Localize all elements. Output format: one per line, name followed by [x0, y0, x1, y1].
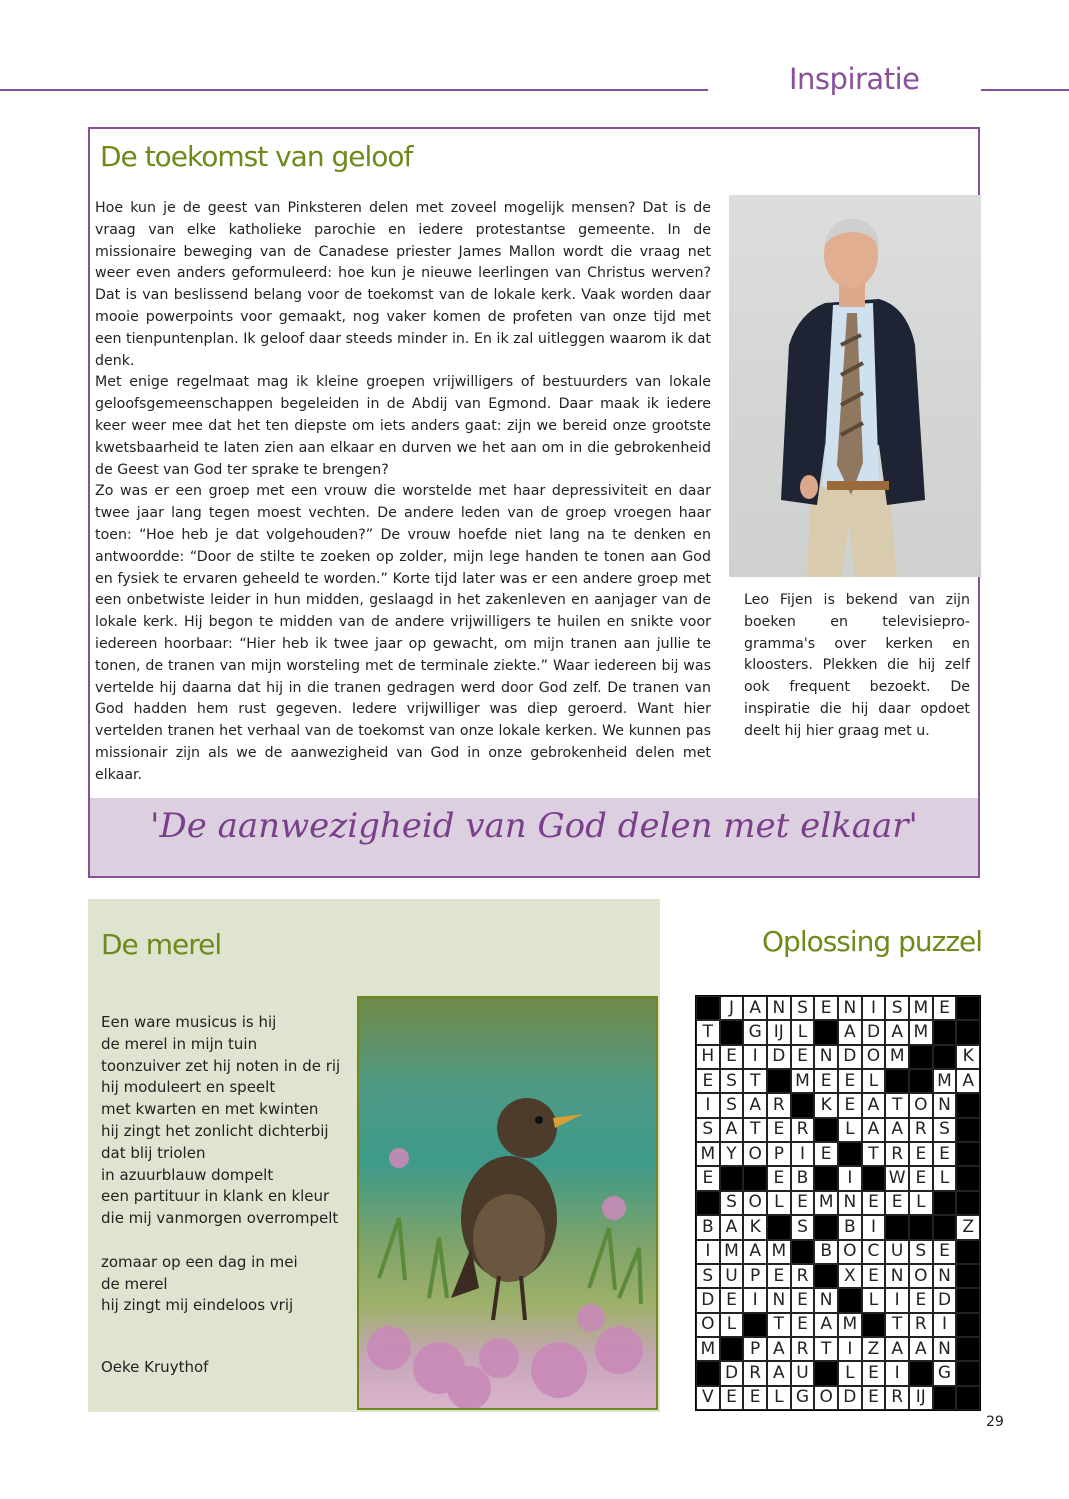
grid-block-cell: [933, 1215, 957, 1239]
grid-letter-cell: W: [885, 1166, 909, 1190]
grid-letter-cell: E: [862, 1361, 886, 1385]
grid-block-cell: [720, 1337, 744, 1361]
grid-letter-cell: L: [862, 1069, 886, 1093]
grid-letter-cell: I: [885, 1361, 909, 1385]
grid-block-cell: [791, 1093, 815, 1117]
grid-letter-cell: G: [933, 1361, 957, 1385]
article-title: De toekomst van geloof: [100, 140, 413, 173]
grid-letter-cell: O: [814, 1386, 838, 1410]
grid-letter-cell: S: [885, 996, 909, 1020]
grid-letter-cell: R: [791, 1118, 815, 1142]
grid-letter-cell: N: [814, 1288, 838, 1312]
grid-letter-cell: E: [720, 1386, 744, 1410]
grid-block-cell: [933, 1020, 957, 1044]
blackbird-illustration: [359, 998, 656, 1408]
grid-letter-cell: L: [838, 1118, 862, 1142]
grid-letter-cell: C: [862, 1240, 886, 1264]
grid-letter-cell: M: [909, 996, 933, 1020]
grid-letter-cell: E: [791, 1191, 815, 1215]
poem-line: zomaar op een dag in mei: [101, 1252, 298, 1271]
article-paragraph: Zo was er een groep met een vrouw die worstelde met haar depressiviteit en daar twee jaar lang tegen moest vechten. De andere leden van de groep vroegen haar toen: “Hoe heb je dat volgehouden?” De vrouw hoefde niet lang na te denken en antwoordde: “Door de stilte te zoeken op zolder, mijn lege handen te tonen aan God en fysiek te ervaren geheeld te worden.” Korte tijd later was er een andere groep met een onbetwiste leider in hun midden, geslaagd in het zakenleven en aanjager van de lokale kerk. Hij begon te midden van de andere vrijwilligers te huilen en snikte voor iedereen hoorbaar: “Hier heb ik twee jaar op gewacht, om mijn tranen aan jullie te tonen, de tranen van mijn worsteling met de terminale ziekte.” Waar iedereen bij was vertelde hij daarna dat hij in die tranen gedragen werd door God zelf. De tranen van God hadden hem rust gegeven. Iedere vrijwilliger was diep geroerd. Want hier vertelden tranen het verhaal van de toekomst van onze lokale kerken. We kunnen pas missionair zijn als we de aanwezigheid van God in onze gebrokenheid delen met elkaar.: [95, 483, 711, 783]
poem-line: Een ware musicus is hij: [101, 1013, 277, 1031]
grid-letter-cell: G: [743, 1020, 767, 1044]
grid-letter-cell: R: [791, 1264, 815, 1288]
grid-letter-cell: E: [814, 1142, 838, 1166]
blackbird-photo: [357, 996, 658, 1410]
author-photo: [729, 195, 981, 577]
grid-letter-cell: P: [743, 1264, 767, 1288]
grid-letter-cell: E: [696, 1069, 720, 1093]
grid-letter-cell: T: [743, 1118, 767, 1142]
grid-block-cell: [956, 996, 980, 1020]
grid-letter-cell: B: [838, 1215, 862, 1239]
grid-block-cell: [720, 1166, 744, 1190]
grid-letter-cell: I: [885, 1288, 909, 1312]
grid-letter-cell: A: [743, 996, 767, 1020]
grid-block-cell: [696, 1191, 720, 1215]
grid-letter-cell: S: [696, 1264, 720, 1288]
grid-letter-cell: O: [743, 1191, 767, 1215]
grid-letter-cell: M: [696, 1142, 720, 1166]
grid-block-cell: [767, 1215, 791, 1239]
grid-letter-cell: Z: [956, 1215, 980, 1239]
grid-block-cell: [814, 1215, 838, 1239]
grid-letter-cell: X: [838, 1264, 862, 1288]
grid-block-cell: [743, 1166, 767, 1190]
grid-letter-cell: N: [767, 1288, 791, 1312]
grid-letter-cell: D: [696, 1288, 720, 1312]
grid-letter-cell: T: [862, 1142, 886, 1166]
grid-letter-cell: G: [791, 1386, 815, 1410]
grid-letter-cell: D: [720, 1361, 744, 1385]
grid-block-cell: [909, 1045, 933, 1069]
poem-line: de merel: [101, 1274, 168, 1293]
grid-block-cell: [956, 1361, 980, 1385]
poem-title: De merel: [101, 928, 222, 961]
grid-letter-cell: U: [885, 1240, 909, 1264]
grid-letter-cell: O: [862, 1045, 886, 1069]
grid-block-cell: [956, 1142, 980, 1166]
grid-letter-cell: O: [743, 1142, 767, 1166]
grid-letter-cell: S: [696, 1118, 720, 1142]
grid-block-cell: [767, 1069, 791, 1093]
grid-block-cell: [956, 1288, 980, 1312]
grid-letter-cell: R: [791, 1337, 815, 1361]
poem-author: Oeke Kruythof: [101, 1358, 209, 1376]
grid-letter-cell: N: [838, 996, 862, 1020]
grid-letter-cell: E: [933, 996, 957, 1020]
grid-letter-cell: T: [885, 1093, 909, 1117]
poem-line: toonzuiver zet hij noten in de rij: [101, 1056, 341, 1075]
grid-letter-cell: M: [814, 1191, 838, 1215]
grid-letter-cell: E: [838, 1093, 862, 1117]
grid-letter-cell: T: [814, 1337, 838, 1361]
grid-letter-cell: B: [791, 1166, 815, 1190]
grid-letter-cell: N: [767, 996, 791, 1020]
grid-block-cell: [814, 1118, 838, 1142]
grid-letter-cell: E: [720, 1288, 744, 1312]
grid-letter-cell: N: [933, 1264, 957, 1288]
grid-block-cell: [814, 1020, 838, 1044]
grid-letter-cell: D: [838, 1386, 862, 1410]
poem-line: hij zingt het zonlicht dichterbij: [101, 1121, 329, 1140]
grid-letter-cell: I: [696, 1240, 720, 1264]
header-rule-right: [981, 89, 1069, 91]
poem-line: de merel in mijn tuin: [101, 1034, 258, 1053]
crossword-solution-grid: [695, 995, 981, 1411]
grid-letter-cell: T: [743, 1069, 767, 1093]
grid-letter-cell: P: [743, 1337, 767, 1361]
grid-letter-cell: E: [791, 1288, 815, 1312]
grid-letter-cell: L: [909, 1191, 933, 1215]
grid-letter-cell: E: [933, 1240, 957, 1264]
grid-letter-cell: E: [909, 1288, 933, 1312]
grid-block-cell: [909, 1215, 933, 1239]
grid-letter-cell: A: [838, 1020, 862, 1044]
page-number: 29: [986, 1414, 1004, 1430]
grid-block-cell: [956, 1191, 980, 1215]
grid-block-cell: [696, 996, 720, 1020]
grid-letter-cell: M: [933, 1069, 957, 1093]
grid-letter-cell: S: [791, 996, 815, 1020]
grid-letter-cell: J: [720, 996, 744, 1020]
grid-letter-cell: D: [933, 1288, 957, 1312]
grid-letter-cell: N: [933, 1093, 957, 1117]
poem-line: met kwarten en met kwinten: [101, 1100, 319, 1119]
grid-letter-cell: K: [956, 1045, 980, 1069]
grid-letter-cell: E: [814, 1069, 838, 1093]
grid-letter-cell: E: [767, 1264, 791, 1288]
poem-line: dat blij triolen: [101, 1143, 206, 1162]
grid-letter-cell: I: [862, 1215, 886, 1239]
article-body: [95, 198, 711, 787]
grid-letter-cell: E: [933, 1142, 957, 1166]
grid-letter-cell: D: [767, 1045, 791, 1069]
grid-letter-cell: A: [885, 1337, 909, 1361]
grid-letter-cell: R: [909, 1118, 933, 1142]
grid-letter-cell: H: [696, 1045, 720, 1069]
author-portrait-illustration: [729, 195, 981, 577]
grid-block-cell: [956, 1166, 980, 1190]
grid-letter-cell: E: [862, 1264, 886, 1288]
grid-block-cell: [862, 1166, 886, 1190]
grid-letter-cell: IJ: [909, 1386, 933, 1410]
grid-letter-cell: E: [791, 1045, 815, 1069]
grid-letter-cell: K: [743, 1215, 767, 1239]
grid-letter-cell: E: [909, 1142, 933, 1166]
grid-letter-cell: L: [791, 1020, 815, 1044]
grid-block-cell: [838, 1288, 862, 1312]
pull-quote-band: [90, 798, 978, 876]
grid-block-cell: [814, 1264, 838, 1288]
grid-letter-cell: Z: [862, 1337, 886, 1361]
grid-letter-cell: M: [909, 1020, 933, 1044]
grid-letter-cell: L: [767, 1191, 791, 1215]
grid-block-cell: [956, 1240, 980, 1264]
grid-letter-cell: M: [885, 1045, 909, 1069]
grid-letter-cell: A: [862, 1093, 886, 1117]
grid-letter-cell: N: [838, 1191, 862, 1215]
grid-letter-cell: D: [838, 1045, 862, 1069]
grid-block-cell: [933, 1191, 957, 1215]
header-rule-left: [0, 89, 708, 91]
grid-block-cell: [838, 1142, 862, 1166]
grid-letter-cell: V: [696, 1386, 720, 1410]
grid-letter-cell: M: [838, 1313, 862, 1337]
grid-letter-cell: O: [909, 1093, 933, 1117]
grid-letter-cell: I: [838, 1337, 862, 1361]
grid-letter-cell: A: [885, 1118, 909, 1142]
grid-block-cell: [956, 1337, 980, 1361]
grid-letter-cell: A: [956, 1069, 980, 1093]
grid-letter-cell: O: [909, 1264, 933, 1288]
grid-letter-cell: T: [696, 1020, 720, 1044]
grid-letter-cell: I: [933, 1313, 957, 1337]
grid-letter-cell: U: [791, 1361, 815, 1385]
grid-block-cell: [885, 1215, 909, 1239]
grid-block-cell: [885, 1069, 909, 1093]
grid-letter-cell: B: [696, 1215, 720, 1239]
grid-block-cell: [814, 1361, 838, 1385]
article-paragraph: Met enige regelmaat mag ik kleine groepen vrijwilligers of bestuurders van lokale geloofsgemeenschappen begeleiden in de Abdij van Egmond. Daar maak ik iedere keer weer mee dat het ten diepste om iets anders gaat: zijn we bereid onze grootste kwetsbaarheid te laten zien aan elkaar en durven we het aan om in die gebrokenheid de Geest van God ter sprake te brengen?: [95, 374, 711, 478]
grid-letter-cell: A: [720, 1215, 744, 1239]
grid-block-cell: [956, 1093, 980, 1117]
grid-letter-cell: A: [743, 1093, 767, 1117]
grid-letter-cell: L: [720, 1313, 744, 1337]
grid-block-cell: [743, 1313, 767, 1337]
grid-letter-cell: E: [696, 1166, 720, 1190]
poem-line: die mij vanmorgen overrompelt: [101, 1209, 339, 1228]
grid-letter-cell: L: [933, 1166, 957, 1190]
grid-letter-cell: P: [767, 1142, 791, 1166]
grid-letter-cell: I: [696, 1093, 720, 1117]
grid-letter-cell: A: [767, 1361, 791, 1385]
grid-letter-cell: B: [814, 1240, 838, 1264]
grid-letter-cell: E: [909, 1166, 933, 1190]
article-paragraph: Hoe kun je de geest van Pinksteren delen met zoveel mogelijk mensen? Dat is de vraag van elke katholieke parochie en iedere protestantse gemeente. In de missionaire beweging van de Canadese priester James Mallon wordt die vraag net weer even anders geformuleerd: hoe kun je nieuwe leerlingen van Christus werven? Dat is van beslissend belang voor de toekomst van de lokale kerk. Vaak worden daar mooie powerpoints voor gemaakt, nog vaker komen de profeten van onze tijd met een tienpuntenplan. Ik geloof daar steeds minder in. En ik zal uitleggen waarom ik dat denk.: [95, 200, 711, 369]
grid-letter-cell: O: [696, 1313, 720, 1337]
grid-letter-cell: S: [720, 1191, 744, 1215]
pull-quote: 'De aanwezigheid van God delen met elkaar': [150, 806, 918, 846]
grid-letter-cell: A: [814, 1313, 838, 1337]
photo-caption: Leo Fijen is bekend van zijn boeken en televisieprogramma's over kerken en kloosters. Plekken die hij zelf ook frequent bezoekt. De inspiratie die hij daar opdoet deelt hij hier graag met u.: [744, 592, 970, 739]
grid-block-cell: [909, 1069, 933, 1093]
grid-letter-cell: A: [767, 1337, 791, 1361]
grid-letter-cell: E: [767, 1118, 791, 1142]
grid-letter-cell: M: [767, 1240, 791, 1264]
poem-line: hij moduleert en speelt: [101, 1078, 276, 1097]
grid-letter-cell: S: [791, 1215, 815, 1239]
grid-letter-cell: S: [909, 1240, 933, 1264]
grid-letter-cell: R: [885, 1142, 909, 1166]
puzzle-title: Oplossing puzzel: [762, 925, 983, 958]
grid-letter-cell: I: [838, 1166, 862, 1190]
grid-letter-cell: N: [814, 1045, 838, 1069]
grid-letter-cell: E: [862, 1386, 886, 1410]
grid-block-cell: [909, 1361, 933, 1385]
poem-line: hij zingt mij eindeloos vrij: [101, 1296, 294, 1315]
grid-block-cell: [814, 1166, 838, 1190]
grid-letter-cell: Y: [720, 1142, 744, 1166]
grid-block-cell: [956, 1386, 980, 1410]
grid-letter-cell: L: [862, 1288, 886, 1312]
grid-letter-cell: A: [862, 1118, 886, 1142]
grid-block-cell: [956, 1118, 980, 1142]
grid-letter-cell: T: [885, 1313, 909, 1337]
grid-letter-cell: E: [814, 996, 838, 1020]
grid-letter-cell: I: [743, 1288, 767, 1312]
poem-line: [101, 1230, 340, 1252]
grid-block-cell: [696, 1361, 720, 1385]
grid-letter-cell: S: [720, 1069, 744, 1093]
grid-letter-cell: A: [720, 1118, 744, 1142]
grid-letter-cell: D: [862, 1020, 886, 1044]
grid-letter-cell: A: [909, 1337, 933, 1361]
grid-block-cell: [933, 1045, 957, 1069]
grid-block-cell: [956, 1313, 980, 1337]
grid-block-cell: [956, 1020, 980, 1044]
grid-letter-cell: M: [696, 1337, 720, 1361]
grid-letter-cell: U: [720, 1264, 744, 1288]
grid-letter-cell: S: [720, 1093, 744, 1117]
grid-letter-cell: R: [885, 1386, 909, 1410]
poem-line: in azuurblauw dompelt: [101, 1165, 274, 1184]
grid-letter-cell: L: [767, 1386, 791, 1410]
grid-block-cell: [720, 1020, 744, 1044]
poem-text: [101, 1012, 340, 1317]
grid-letter-cell: A: [885, 1020, 909, 1044]
grid-letter-cell: M: [720, 1240, 744, 1264]
grid-letter-cell: E: [862, 1191, 886, 1215]
grid-letter-cell: E: [791, 1313, 815, 1337]
grid-letter-cell: A: [743, 1240, 767, 1264]
grid-letter-cell: I: [791, 1142, 815, 1166]
poem-line: een partituur in klank en kleur: [101, 1187, 330, 1206]
grid-block-cell: [933, 1386, 957, 1410]
grid-letter-cell: E: [838, 1069, 862, 1093]
grid-letter-cell: E: [767, 1166, 791, 1190]
grid-letter-cell: M: [791, 1069, 815, 1093]
grid-letter-cell: S: [933, 1118, 957, 1142]
section-title: Inspiratie: [789, 62, 920, 96]
grid-letter-cell: L: [838, 1361, 862, 1385]
grid-letter-cell: R: [743, 1361, 767, 1385]
grid-letter-cell: T: [767, 1313, 791, 1337]
grid-letter-cell: IJ: [767, 1020, 791, 1044]
grid-block-cell: [791, 1240, 815, 1264]
grid-block-cell: [956, 1264, 980, 1288]
grid-letter-cell: E: [885, 1191, 909, 1215]
grid-block-cell: [862, 1313, 886, 1337]
grid-letter-cell: I: [862, 996, 886, 1020]
grid-letter-cell: O: [838, 1240, 862, 1264]
grid-letter-cell: E: [720, 1045, 744, 1069]
grid-letter-cell: I: [743, 1045, 767, 1069]
grid-letter-cell: N: [885, 1264, 909, 1288]
grid-letter-cell: K: [814, 1093, 838, 1117]
grid-letter-cell: R: [909, 1313, 933, 1337]
grid-letter-cell: N: [933, 1337, 957, 1361]
grid-letter-cell: E: [743, 1386, 767, 1410]
grid-letter-cell: R: [767, 1093, 791, 1117]
